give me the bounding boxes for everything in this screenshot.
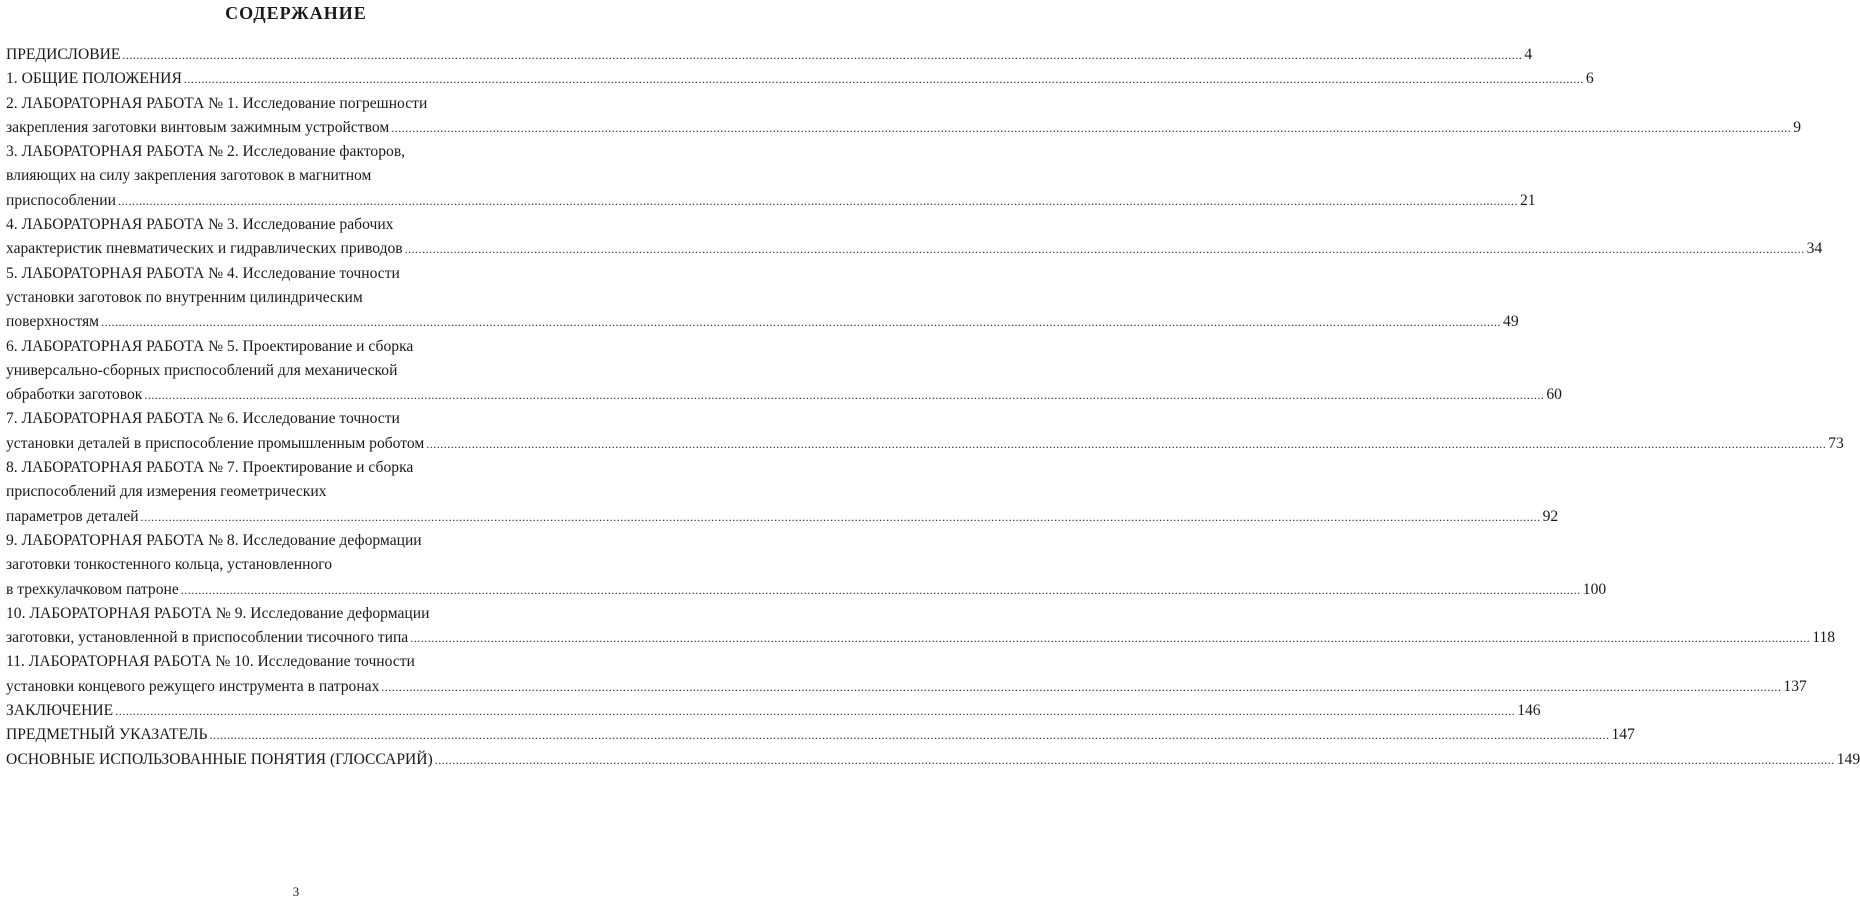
toc-entry-line: 2. ЛАБОРАТОРНАЯ РАБОТА № 1. Исследование погрешности bbox=[6, 94, 428, 112]
toc-entry-leader-line bbox=[6, 237, 1823, 261]
toc-entry-line: приспособлений для измерения геометрических bbox=[6, 483, 327, 501]
toc-entry-title: приспособлении bbox=[6, 191, 116, 209]
toc-entry bbox=[6, 407, 1844, 456]
toc-entry-line: влияющих на силу закрепления заготовок в магнитном bbox=[6, 167, 372, 185]
toc-entry-line: 10. ЛАБОРАТОРНАЯ РАБОТА № 9. Исследование деформации bbox=[6, 604, 430, 622]
dot-leader: ................................................................................................................................................................................................................................................................................................................................................................................................................ bbox=[183, 72, 1584, 87]
toc-page-number: 21 bbox=[1519, 191, 1536, 209]
toc-entry-title: установки концевого режущего инструмента в патронах bbox=[6, 677, 380, 695]
dot-leader: ................................................................................................................................................................................................................................................................................................................................................................................................................ bbox=[101, 315, 1502, 330]
dot-leader: ................................................................................................................................................................................................................................................................................................................................................................................................................ bbox=[391, 120, 1792, 135]
toc-page-number: 9 bbox=[1793, 118, 1801, 136]
toc-entry-line: 7. ЛАБОРАТОРНАЯ РАБОТА № 6. Исследование точности bbox=[6, 410, 400, 428]
toc-page-number: 60 bbox=[1546, 386, 1562, 404]
toc-entry bbox=[6, 529, 1607, 602]
toc-entry-title: закрепления заготовки винтовым зажимным устройством bbox=[6, 118, 390, 136]
toc-entry-title: установки деталей в приспособление промышленным роботом bbox=[6, 434, 425, 452]
toc-entry-leader-line bbox=[6, 723, 1635, 747]
toc-page-number: 137 bbox=[1783, 677, 1807, 695]
toc-entry bbox=[6, 67, 1594, 91]
toc-entry-leader-line bbox=[6, 626, 1836, 650]
toc-entry-leader-line bbox=[6, 699, 1541, 723]
toc-entry bbox=[6, 456, 1559, 529]
page-number: 3 bbox=[292, 884, 300, 899]
toc-entry-line: 9. ЛАБОРАТОРНАЯ РАБОТА № 8. Исследование деформации bbox=[6, 531, 422, 549]
dot-leader: ................................................................................................................................................................................................................................................................................................................................................................................................................ bbox=[117, 193, 1518, 208]
dot-leader: ................................................................................................................................................................................................................................................................................................................................................................................................................ bbox=[122, 48, 1523, 62]
toc-page-number: 118 bbox=[1812, 629, 1836, 647]
toc-entry-line: универсально-сборных приспособлений для механической bbox=[6, 361, 398, 379]
toc-entry-title: ЗАКЛЮЧЕНИЕ bbox=[6, 702, 114, 720]
toc-page-number: 6 bbox=[1585, 70, 1594, 88]
dot-leader: ................................................................................................................................................................................................................................................................................................................................................................................................................ bbox=[426, 436, 1827, 451]
toc-entry-title: поверхностям bbox=[6, 313, 100, 331]
toc-page-number: 92 bbox=[1542, 507, 1559, 525]
toc-entry-leader-line bbox=[6, 116, 1801, 140]
toc-page-number: 49 bbox=[1503, 313, 1519, 331]
toc-page-number: 146 bbox=[1517, 702, 1541, 720]
dot-leader: ................................................................................................................................................................................................................................................................................................................................................................................................................ bbox=[410, 631, 1811, 646]
toc-entry-line: 11. ЛАБОРАТОРНАЯ РАБОТА № 10. Исследование точности bbox=[6, 653, 415, 671]
toc-entry-title: в трехкулачковом патроне bbox=[6, 580, 179, 598]
toc-entry-title: заготовки, установленной в приспособлении тисочного типа bbox=[6, 629, 409, 647]
toc-entry bbox=[6, 43, 1533, 67]
toc-entry-title: характеристик пневматических и гидравлических приводов bbox=[6, 240, 403, 258]
dot-leader: ................................................................................................................................................................................................................................................................................................................................................................................................................ bbox=[404, 242, 1805, 257]
toc-entry-line: 6. ЛАБОРАТОРНАЯ РАБОТА № 5. Проектирование и сборка bbox=[6, 337, 414, 355]
toc-entry-line: 8. ЛАБОРАТОРНАЯ РАБОТА № 7. Проектирование и сборка bbox=[6, 459, 414, 477]
toc-entry-leader-line bbox=[6, 748, 1860, 772]
toc-entry-leader-line bbox=[6, 189, 1536, 213]
toc-entry-line: 5. ЛАБОРАТОРНАЯ РАБОТА № 4. Исследование точности bbox=[6, 264, 400, 282]
toc-entry-line: заготовки тонкостенного кольца, установленного bbox=[6, 556, 333, 574]
toc-entry-title: обработки заготовок bbox=[6, 386, 143, 404]
toc-page-number: 34 bbox=[1806, 240, 1823, 258]
toc-entry-leader-line bbox=[6, 432, 1844, 456]
dot-leader: ................................................................................................................................................................................................................................................................................................................................................................................................................ bbox=[115, 704, 1516, 719]
toc-entry-leader-line bbox=[6, 578, 1607, 602]
toc-entry-leader-line bbox=[6, 383, 1562, 407]
toc-entry bbox=[6, 723, 1635, 747]
toc-page-number: 4 bbox=[1524, 46, 1533, 63]
page-title: СОДЕРЖАНИЕ bbox=[225, 3, 367, 23]
toc-entry bbox=[6, 748, 1860, 772]
toc-entry bbox=[6, 335, 1562, 408]
dot-leader: ................................................................................................................................................................................................................................................................................................................................................................................................................ bbox=[180, 582, 1581, 597]
toc-entry-leader-line bbox=[6, 67, 1594, 91]
toc-entry-leader-line bbox=[6, 675, 1807, 699]
toc-entry-line: 4. ЛАБОРАТОРНАЯ РАБОТА № 3. Исследование рабочих bbox=[6, 216, 394, 234]
toc-entry bbox=[6, 213, 1823, 262]
toc-entry-title: 1. ОБЩИЕ ПОЛОЖЕНИЯ bbox=[6, 70, 182, 88]
dot-leader: ................................................................................................................................................................................................................................................................................................................................................................................................................ bbox=[434, 752, 1835, 767]
toc-page-number: 73 bbox=[1828, 434, 1844, 452]
toc-entry-line: установки заготовок по внутренним цилиндрическим bbox=[6, 288, 363, 306]
toc-entry-line: 3. ЛАБОРАТОРНАЯ РАБОТА № 2. Исследование факторов, bbox=[6, 143, 406, 161]
toc-entry-leader-line bbox=[6, 43, 1533, 67]
toc-entry-leader-line bbox=[6, 505, 1559, 529]
toc-entry bbox=[6, 140, 1536, 213]
toc-page-number: 100 bbox=[1582, 580, 1607, 598]
dot-leader: ................................................................................................................................................................................................................................................................................................................................................................................................................ bbox=[381, 679, 1782, 694]
dot-leader: ................................................................................................................................................................................................................................................................................................................................................................................................................ bbox=[140, 509, 1541, 524]
dot-leader: ................................................................................................................................................................................................................................................................................................................................................................................................................ bbox=[144, 388, 1545, 403]
toc-entry-title: ПРЕДИСЛОВИЕ bbox=[6, 46, 121, 63]
toc-entry-leader-line bbox=[6, 310, 1519, 334]
table-of-contents bbox=[6, 43, 1860, 772]
toc-entry bbox=[6, 92, 1801, 141]
toc-entry bbox=[6, 262, 1519, 335]
toc-entry bbox=[6, 699, 1541, 723]
toc-page-number: 147 bbox=[1611, 726, 1635, 744]
toc-entry-title: ОСНОВНЫЕ ИСПОЛЬЗОВАННЫЕ ПОНЯТИЯ (ГЛОССАРИЙ) bbox=[6, 750, 433, 768]
toc-page-number: 149 bbox=[1836, 750, 1860, 768]
toc-entry bbox=[6, 650, 1807, 699]
toc-entry bbox=[6, 602, 1836, 651]
toc-entry-title: ПРЕДМЕТНЫЙ УКАЗАТЕЛЬ bbox=[6, 726, 208, 744]
dot-leader: ................................................................................................................................................................................................................................................................................................................................................................................................................ bbox=[209, 728, 1610, 743]
toc-entry-title: параметров деталей bbox=[6, 507, 139, 525]
